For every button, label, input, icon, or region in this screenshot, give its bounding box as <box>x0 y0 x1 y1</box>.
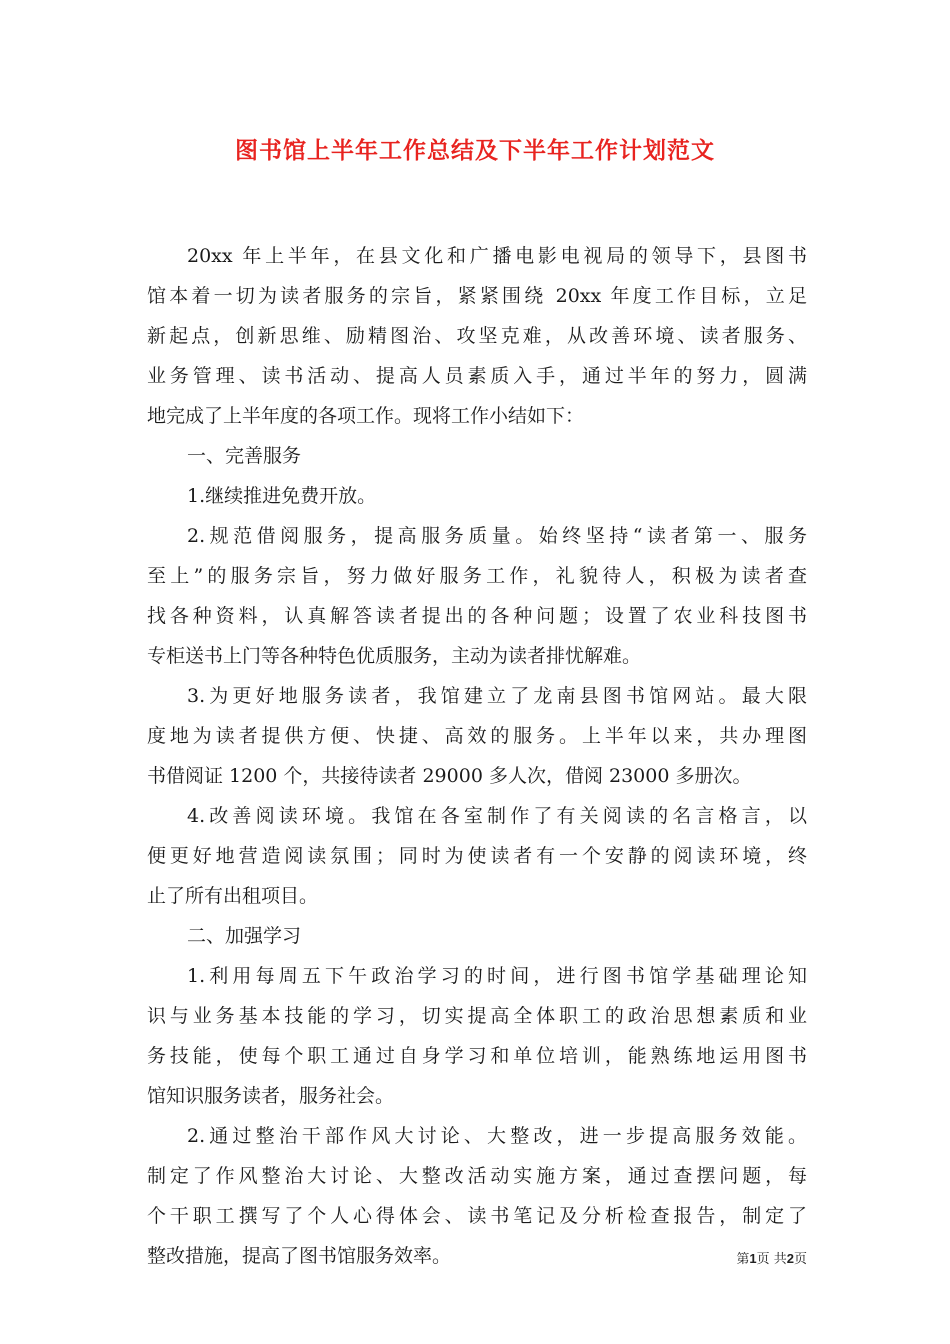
footer-suffix: 页 <box>793 1252 807 1267</box>
text-line: 20xx 年上半年，在县文化和广播电影电视局的领导下，县图书 <box>187 245 807 267</box>
text-line: 个干职工撰写了个人心得体会、读书笔记及分析检查报告，制定了 <box>147 1205 807 1227</box>
page-footer <box>736 1248 807 1267</box>
current-page-number: 1 <box>749 1251 757 1266</box>
document-title: 图书馆上半年工作总结及下半年工作计划范文 <box>235 137 715 164</box>
text-line: 4.改善阅读环境。我馆在各室制作了有关阅读的名言格言，以 <box>187 805 807 827</box>
text-line: 3.为更好地服务读者，我馆建立了龙南县图书馆网站。最大限 <box>187 685 807 707</box>
text-line: 务技能，使每个职工通过自身学习和单位培训，能熟练地运用图书 <box>147 1045 807 1067</box>
text-line: 整改措施，提高了图书馆服务效率。 <box>147 1245 452 1267</box>
text-line: 度地为读者提供方便、快捷、高效的服务。上半年以来，共办理图 <box>147 725 807 747</box>
text-line: 馆本着一切为读者服务的宗旨，紧紧围绕 20xx 年度工作目标，立足 <box>147 285 807 307</box>
text-line: 2.规范借阅服务，提高服务质量。始终坚持“读者第一、服务 <box>187 525 807 547</box>
text-line: 书借阅证 1200 个，共接待读者 29000 多人次，借阅 23000 多册次。 <box>147 765 752 787</box>
footer-prefix: 第 <box>736 1252 750 1267</box>
text-line: 业务管理、读书活动、提高人员素质入手，通过半年的努力，圆满 <box>147 365 807 387</box>
text-line: 至上”的服务宗旨，努力做好服务工作，礼貌待人，积极为读者查 <box>147 565 807 587</box>
text-line: 止了所有出租项目。 <box>147 885 319 907</box>
document-body <box>147 236 807 1276</box>
text-line: 制定了作风整治大讨论、大整改活动实施方案，通过查摆问题，每 <box>147 1165 807 1187</box>
total-page-number: 2 <box>786 1251 794 1266</box>
text-line: 1.继续推进免费开放。 <box>187 485 377 507</box>
section-heading: 二、加强学习 <box>187 925 302 947</box>
section-heading: 一、完善服务 <box>187 445 302 467</box>
text-line: 便更好地营造阅读氛围；同时为使读者有一个安静的阅读环境，终 <box>147 845 807 867</box>
text-line: 2.通过整治干部作风大讨论、大整改，进一步提高服务效能。 <box>187 1125 807 1147</box>
footer-middle: 页 共 <box>756 1252 787 1267</box>
text-line: 专柜送书上门等各种特色优质服务，主动为读者排忧解难。 <box>147 645 642 667</box>
text-line: 找各种资料，认真解答读者提出的各种问题；设置了农业科技图书 <box>147 605 807 627</box>
text-line: 新起点，创新思维、励精图治、攻坚克难，从改善环境、读者服务、 <box>147 325 807 347</box>
text-line: 1.利用每周五下午政治学习的时间，进行图书馆学基础理论知 <box>187 965 807 987</box>
text-line: 地完成了上半年度的各项工作。现将工作小结如下： <box>147 405 585 427</box>
text-line: 识与业务基本技能的学习，切实提高全体职工的政治思想素质和业 <box>147 1005 807 1027</box>
text-line: 馆知识服务读者，服务社会。 <box>147 1085 395 1107</box>
